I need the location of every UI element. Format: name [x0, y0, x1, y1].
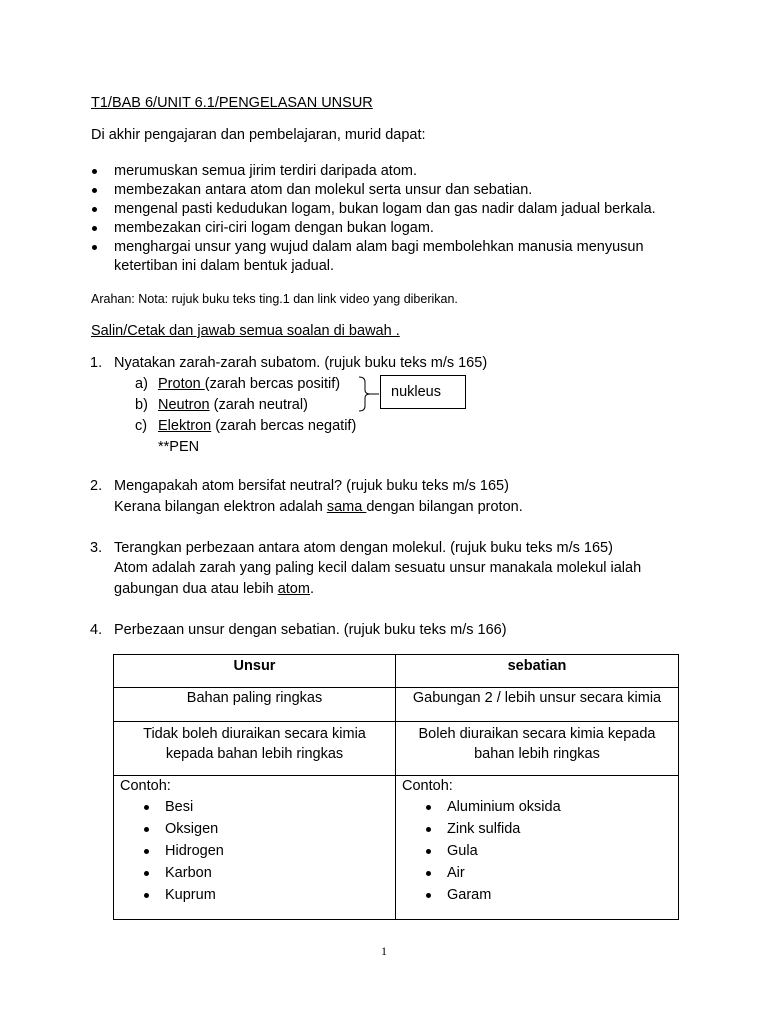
- list-item: Kuprum: [114, 884, 395, 906]
- cell-text: Gabungan 2 / lebih unsur secara kimia: [412, 690, 662, 706]
- table-cell: [114, 688, 396, 722]
- objective-item: mengenal pasti kedudukan logam, bukan logam dan gas nadir dalam jadual berkala.: [114, 201, 656, 217]
- note-text: Arahan: Nota: rujuk buku teks ting.1 dan link video yang diberikan.: [91, 292, 458, 306]
- nucleus-label: nukleus: [391, 384, 441, 400]
- objective-item-continued: ketertiban ini dalam bentuk jadual.: [114, 258, 335, 274]
- objective-item: membezakan antara atom dan molekul serta unsur dan sebatian.: [114, 182, 533, 198]
- list-item: Aluminium oksida: [396, 796, 678, 818]
- table-row: [114, 688, 679, 722]
- answer-underlined: sama: [326, 499, 367, 515]
- objective-item: merumuskan semua jirim terdiri daripada atom.: [114, 163, 417, 179]
- table-header-row: [114, 655, 679, 688]
- answer-text: Atom adalah zarah yang paling kecil dalam sesuatu unsur manakala molekul ialah: [114, 560, 642, 576]
- subatom-desc: (zarah bercas positif): [204, 376, 341, 392]
- list-item: Zink sulfida: [396, 818, 678, 840]
- answer-part: Kerana bilangan elektron adalah: [114, 499, 327, 515]
- answer-part: dengan bilangan proton.: [366, 499, 523, 515]
- cell-text: Tidak boleh diuraikan secara kimia: [143, 726, 366, 742]
- example-list: [114, 796, 395, 906]
- subatom-item: [158, 396, 308, 415]
- header-unsur: Unsur: [233, 658, 276, 674]
- table-row: [114, 722, 679, 776]
- bullet-icon: [92, 245, 97, 250]
- extra-note: **PEN: [158, 439, 200, 455]
- intro-text: Di akhir pengajaran dan pembelajaran, murid dapat:: [91, 127, 426, 143]
- list-marker: c): [135, 418, 148, 434]
- nucleus-box: [380, 375, 466, 409]
- example-label: Contoh:: [120, 778, 171, 794]
- answer-part: .: [309, 581, 314, 597]
- list-item: Oksigen: [114, 818, 395, 840]
- table-cell: [396, 688, 679, 722]
- comparison-table: [113, 654, 679, 920]
- question-number: 1.: [90, 355, 103, 371]
- list-marker: b): [135, 397, 148, 413]
- bullet-icon: [92, 226, 97, 231]
- subatom-desc: (zarah bercas negatif): [211, 418, 357, 434]
- question-text: Perbezaan unsur dengan sebatian. (rujuk buku teks m/s 166): [114, 622, 507, 638]
- question-text: Terangkan perbezaan antara atom dengan molekul. (rujuk buku teks m/s 165): [114, 540, 613, 556]
- bullet-icon: [92, 188, 97, 193]
- subatom-item: [158, 375, 340, 394]
- answer-text: [114, 498, 523, 517]
- question-number: 2.: [90, 478, 103, 494]
- answer-underlined: atom: [277, 581, 310, 597]
- bullet-icon: [92, 169, 97, 174]
- table-cell: [114, 776, 396, 920]
- table-header-cell: [396, 655, 679, 688]
- cell-text: Boleh diuraikan secara kimia kepada: [418, 726, 656, 742]
- subatom-desc: (zarah neutral): [209, 397, 308, 413]
- subatom-term: Proton: [158, 376, 205, 392]
- objective-item: membezakan ciri-ciri logam dengan bukan logam.: [114, 220, 434, 236]
- question-number: 4.: [90, 622, 103, 638]
- objective-item: menghargai unsur yang wujud dalam alam bagi membolehkan manusia menyusun: [114, 239, 644, 255]
- page-title: T1/BAB 6/UNIT 6.1/PENGELASAN UNSUR: [91, 95, 373, 111]
- example-list: [396, 796, 678, 906]
- question-number: 3.: [90, 540, 103, 556]
- page-number: 1: [381, 944, 387, 958]
- cell-text: kepada bahan lebih ringkas: [165, 746, 344, 762]
- answer-text: [114, 580, 314, 599]
- list-item: Air: [396, 862, 678, 884]
- subatom-item: [158, 417, 356, 436]
- bullet-icon: [92, 207, 97, 212]
- question-text: Mengapakah atom bersifat neutral? (rujuk buku teks m/s 165): [114, 478, 509, 494]
- subatom-term: Elektron: [158, 418, 212, 434]
- table-row: [114, 776, 679, 920]
- list-item: Garam: [396, 884, 678, 906]
- subatom-term: Neutron: [158, 397, 210, 413]
- list-item: Besi: [114, 796, 395, 818]
- list-marker: a): [135, 376, 148, 392]
- question-text: Nyatakan zarah-zarah subatom. (rujuk buku teks m/s 165): [114, 355, 488, 371]
- instruction-text: Salin/Cetak dan jawab semua soalan di bawah .: [91, 323, 400, 339]
- list-item: Hidrogen: [114, 840, 395, 862]
- table-cell: [396, 776, 679, 920]
- table-cell: [396, 722, 679, 776]
- example-label: Contoh:: [402, 778, 453, 794]
- cell-text: Bahan paling ringkas: [186, 690, 323, 706]
- answer-part: gabungan dua atau lebih: [114, 581, 278, 597]
- brace-icon: [357, 376, 381, 412]
- header-sebatian: sebatian: [507, 658, 567, 674]
- list-item: Karbon: [114, 862, 395, 884]
- list-item: Gula: [396, 840, 678, 862]
- table-header-cell: [114, 655, 396, 688]
- cell-text: bahan lebih ringkas: [474, 746, 600, 762]
- table-cell: [114, 722, 396, 776]
